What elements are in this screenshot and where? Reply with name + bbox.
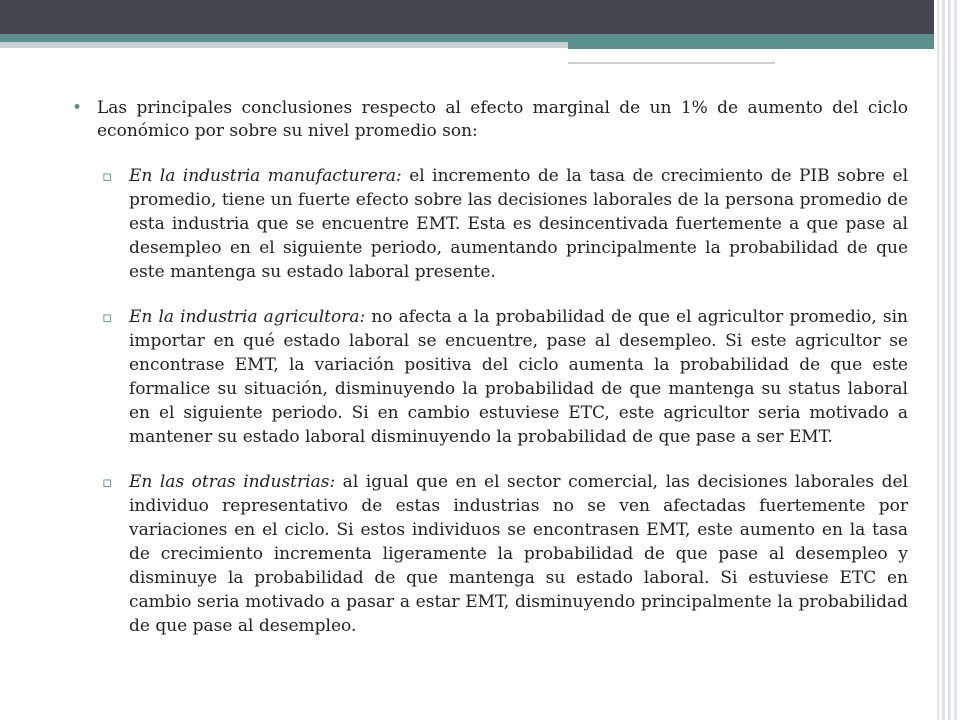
sub-bullet-body: al igual que en el sector comercial, las decisiones laborales del individuo representativo de estas industrias no se ven afectadas fuertemente por variaciones en el ciclo. Si estos individuos se encontrasen EMT, este aumento en la tasa de crecimiento incrementa ligeramente la probabilidad de que pase al desempleo y disminuye la probabilidad de que mantenga su estado laboral. Si estuviese ETC en cambio seria motivado a pasar a estar EMT, disminuyendo principalmente la probabilidad de que pase al desempleo. <box>129 472 908 636</box>
round-bullet-icon: • <box>72 98 83 118</box>
slide-header-bar <box>0 0 960 34</box>
slide-header-accent-step <box>568 42 960 49</box>
sub-bullet-body: no afecta a la probabilidad de que el agricultor promedio, sin importar en qué estado laboral se encuentre, pase al desempleo. Si este agricultor se encontrase EMT, la variación positiva del ciclo aumenta la probabilidad de que este formalice su situación, disminuyendo la probabilidad de que mantenga su status laboral en el siguiente periodo. Si en cambio estuviese ETC, este agricultor seria motivado a mantener su estado laboral disminuyendo la probabilidad de que pase a ser EMT. <box>129 307 908 447</box>
square-sub-bullet-icon: ▫ <box>102 167 113 185</box>
sub-bullet-item-otras-industrias <box>72 470 908 638</box>
square-sub-bullet-icon: ▫ <box>102 308 113 326</box>
slide-header-grey-strip <box>0 42 568 48</box>
sub-bullet-item-agricultora <box>72 305 908 449</box>
square-sub-bullet-icon: ▫ <box>102 473 113 491</box>
slide-header-accent-band <box>0 34 960 42</box>
slide-header-grey-line <box>568 62 775 64</box>
main-bullet-text: Las principales conclusiones respecto al efecto marginal de un 1% de aumento del ciclo económico por sobre su nivel promedio son: <box>97 98 908 141</box>
sub-bullet-item-manufacturera <box>72 164 908 284</box>
main-bullet-item <box>72 97 908 143</box>
slide-content <box>72 97 908 659</box>
sub-bullet-body: el incremento de la tasa de crecimiento de PIB sobre el promedio, tiene un fuerte efecto sobre las decisiones laborales de la persona promedio de esta industria que se encuentre EMT. Esta es desincentivada fuertemente a que pase al desempleo en el siguiente periodo, aumentando principalmente la probabilidad de que este mantenga su estado laboral presente. <box>129 166 908 282</box>
sub-bullet-heading: En la industria manufacturera: <box>129 166 402 186</box>
sub-bullet-heading: En la industria agricultora: <box>129 307 366 327</box>
slide-right-edge-stripes <box>934 0 960 720</box>
sub-bullet-list <box>72 164 908 638</box>
sub-bullet-heading: En las otras industrias: <box>129 472 336 492</box>
slide-header-white-line <box>568 50 890 52</box>
